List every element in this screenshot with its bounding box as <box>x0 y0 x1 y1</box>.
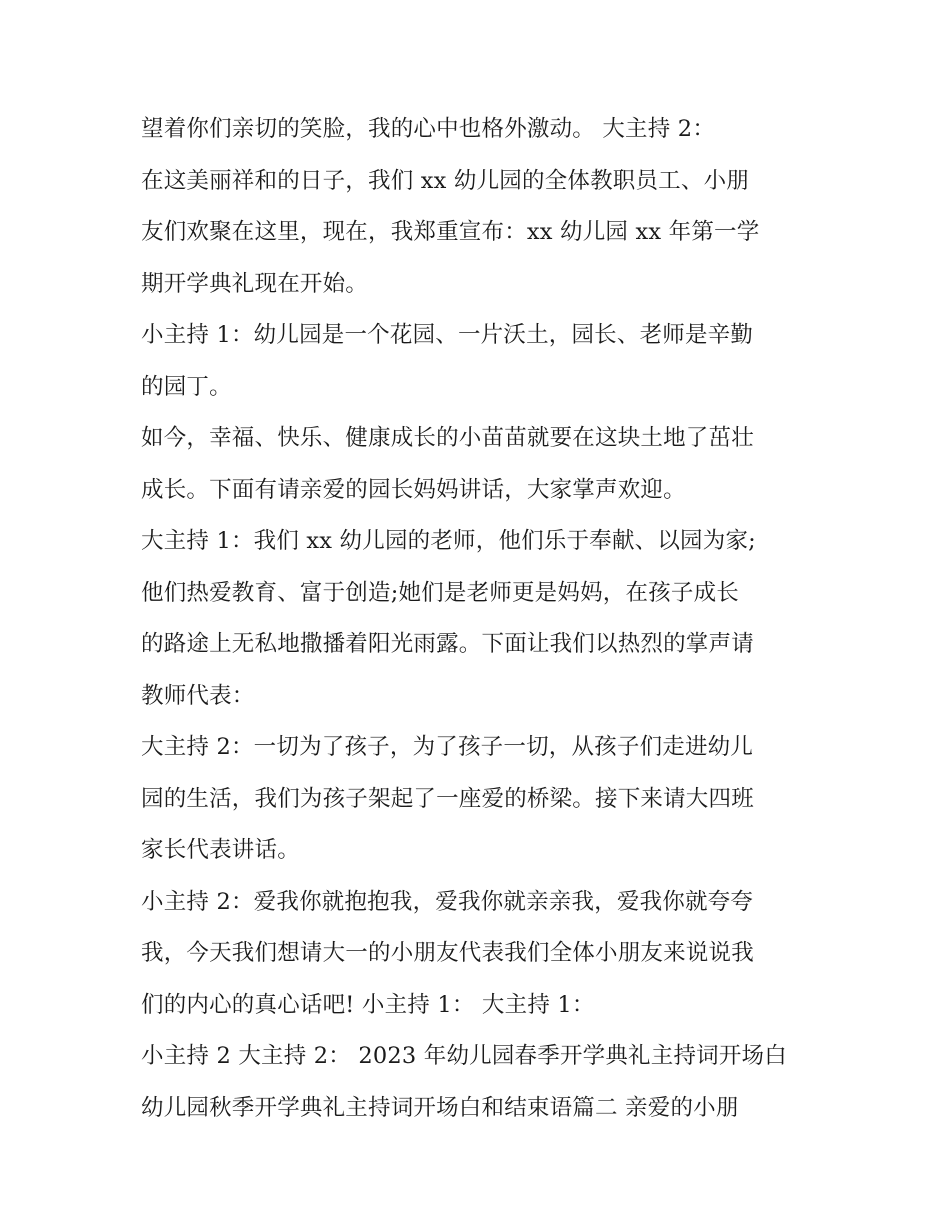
text-line: 他们热爱教育、富于创造;她们是老师更是妈妈，在孩子成长 <box>141 579 739 606</box>
text-line: 园的生活，我们为孩子架起了一座爱的桥梁。接下来请大四班 <box>141 785 754 812</box>
text-line: 望着你们亲切的笑脸，我的心中也格外激动。 大主持 2： <box>141 116 716 142</box>
text-line: 成长。下面有请亲爱的园长妈妈讲话，大家掌声欢迎。 <box>141 476 686 503</box>
text-line: 教师代表： <box>141 682 255 709</box>
text-line: 在这美丽祥和的日子，我们 xx 幼儿园的全体教职员工、小朋 <box>141 167 749 194</box>
text-line: 期开学典礼现在开始。 <box>141 270 369 297</box>
text-line: 的园丁。 <box>141 373 232 400</box>
text-line: 家长代表讲话。 <box>141 837 300 863</box>
text-line: 小主持 2 大主持 2： 2023 年幼儿园春季开学典礼主持词开场白 <box>141 1043 787 1069</box>
text-line: 的路途上无私地撒播着阳光雨露。下面让我们以热烈的掌声请 <box>141 631 754 657</box>
text-line: 小主持 1：幼儿园是一个花园、一片沃土，园长、老师是辛勤 <box>141 322 754 348</box>
text-line: 大主持 2：一切为了孩子，为了孩子一切，从孩子们走进幼儿 <box>141 734 754 760</box>
text-line: 友们欢聚在这里，现在，我郑重宣布：xx 幼儿园 xx 年第一学 <box>141 219 760 245</box>
text-line: 们的内心的真心话吧! 小主持 1： 大主持 1： <box>141 991 595 1018</box>
text-line: 大主持 1：我们 xx 幼儿园的老师，他们乐于奉献、以园为家; <box>141 528 756 554</box>
text-line: 我，今天我们想请大一的小朋友代表我们全体小朋友来说说我 <box>141 940 754 966</box>
text-line: 幼儿园秋季开学典礼主持词开场白和结束语篇二 亲爱的小朋 <box>141 1094 739 1121</box>
document-body <box>141 104 821 1134</box>
text-line: 如今，幸福、快乐、健康成长的小苗苗就要在这块土地了茁壮 <box>141 425 754 451</box>
text-line: 小主持 2：爱我你就抱抱我，爱我你就亲亲我，爱我你就夸夸 <box>141 888 754 915</box>
